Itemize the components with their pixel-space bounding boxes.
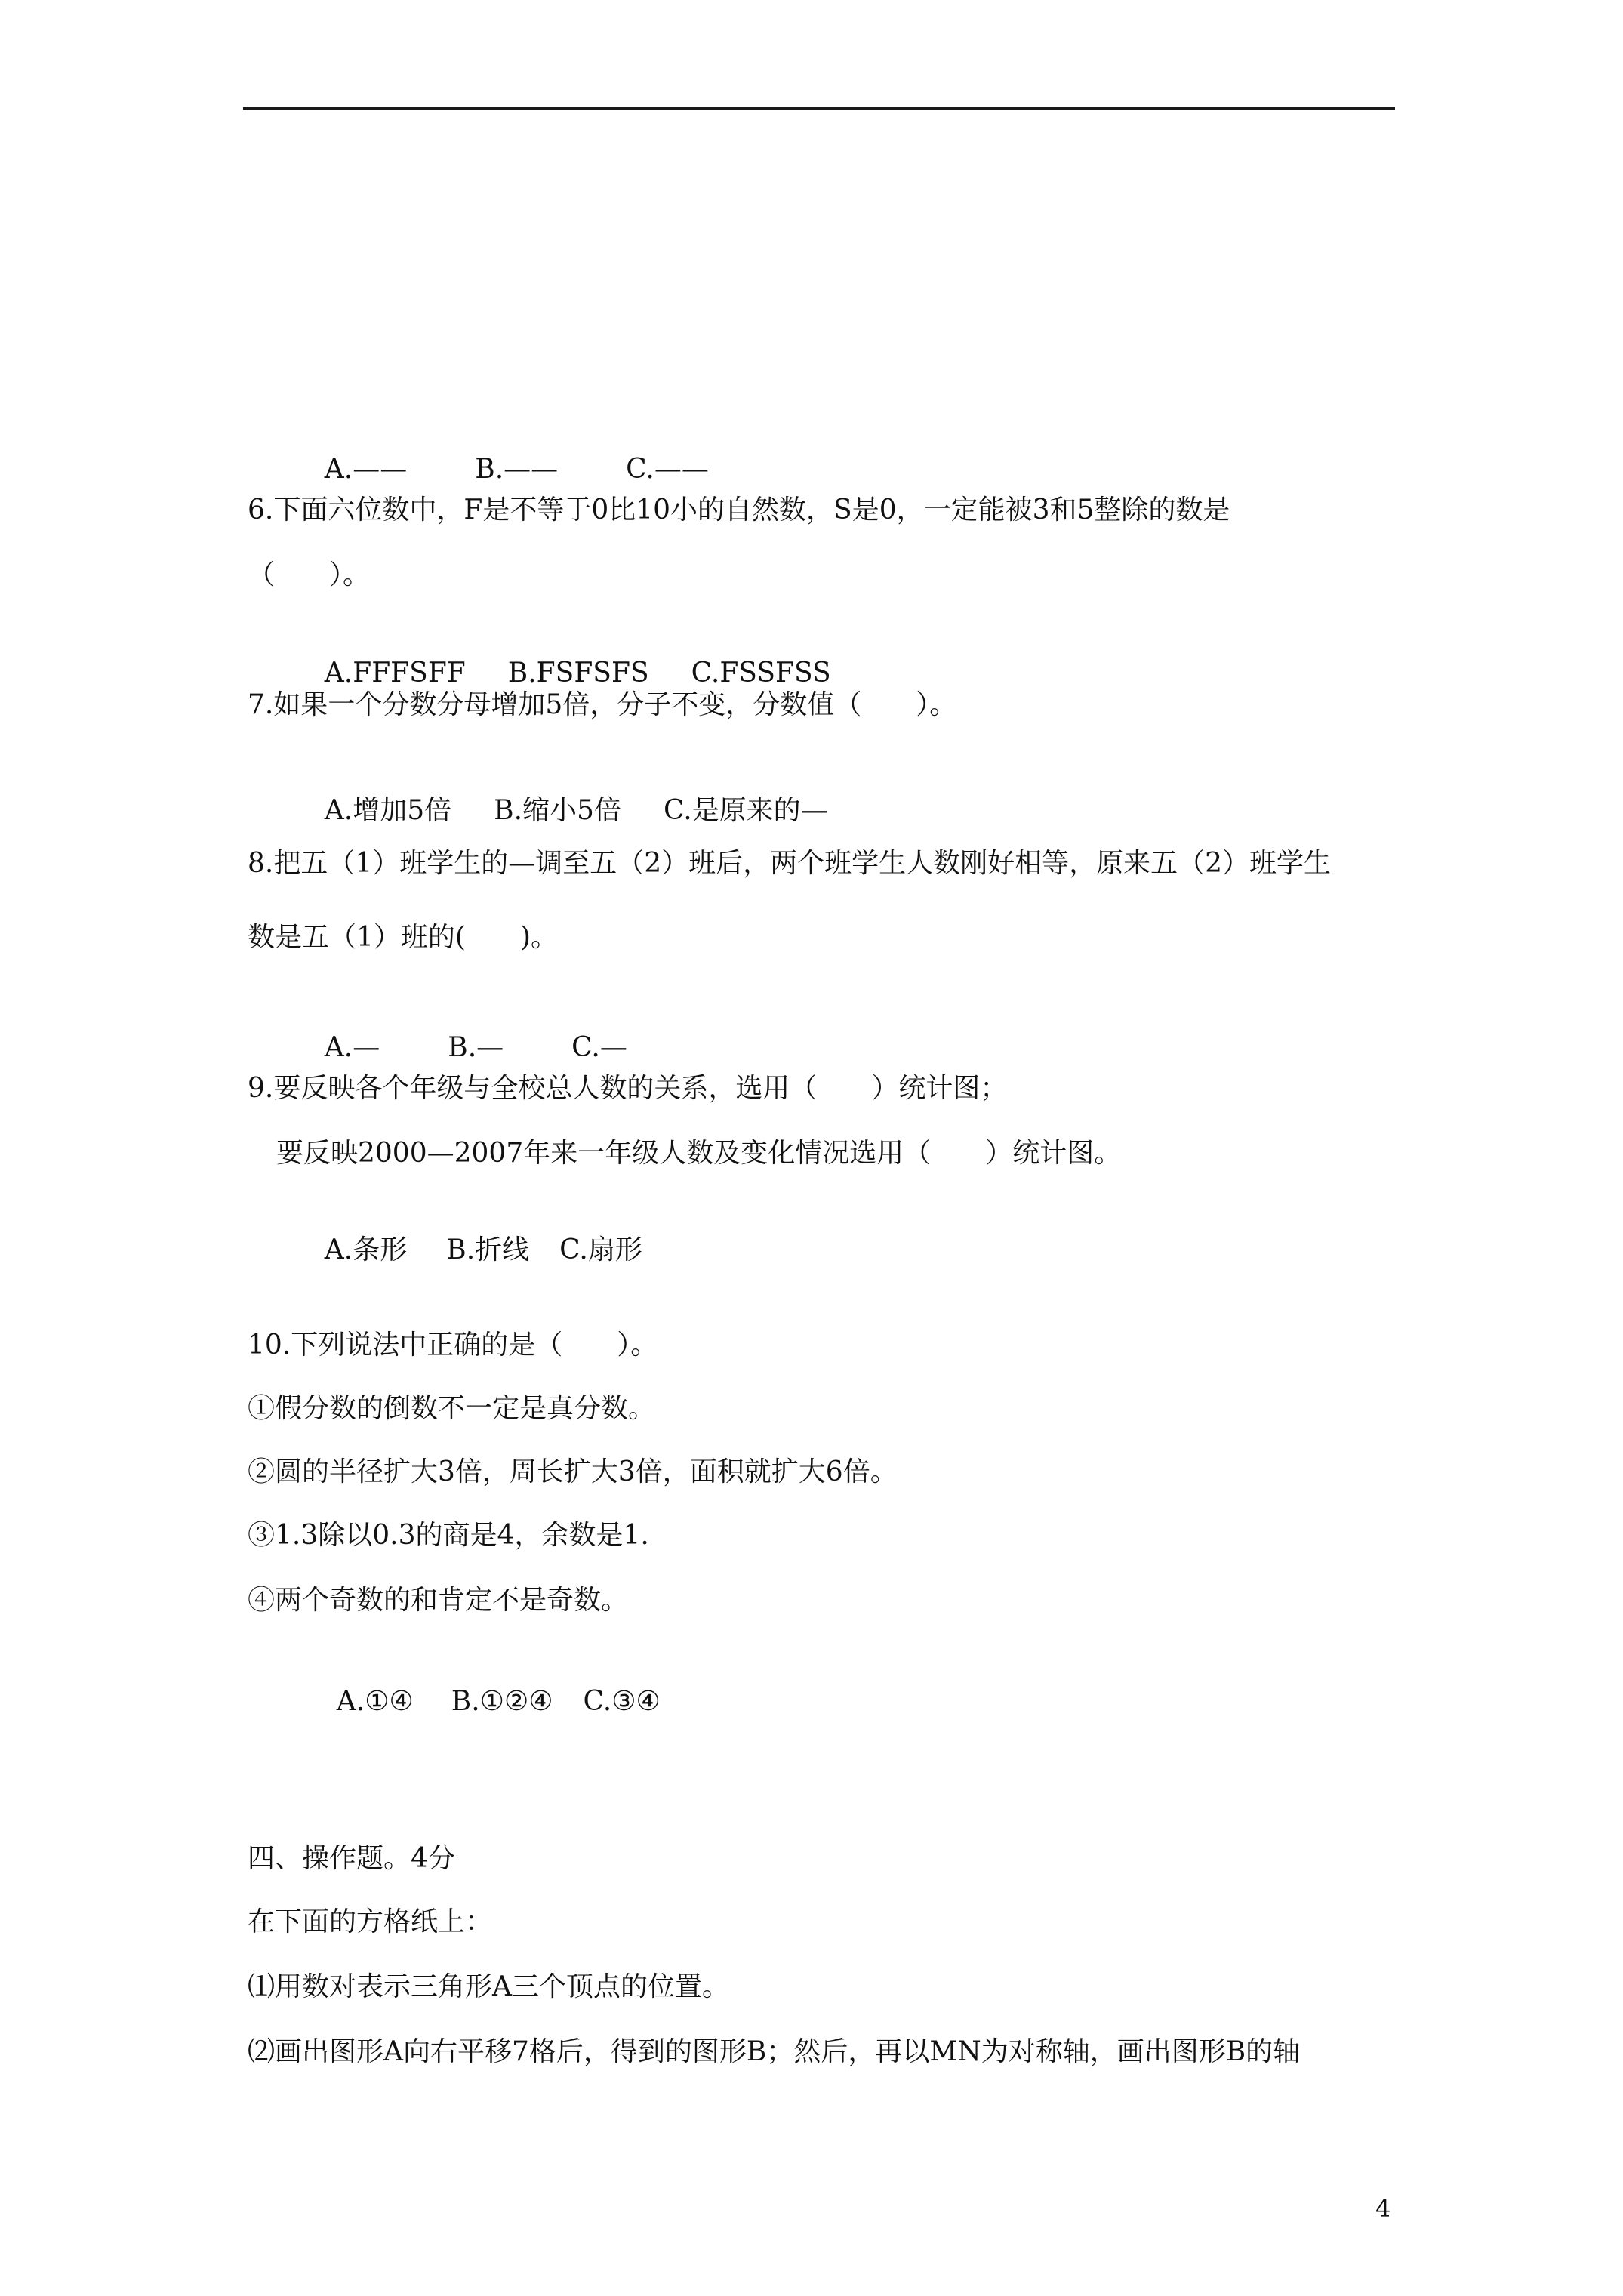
q10-statement-2: ②圆的半径扩大3倍，周长扩大3倍，面积就扩大6倍。 <box>248 1456 898 1487</box>
q8-option-b: B.— <box>448 1032 504 1063</box>
q8-option-a: A.— <box>324 1032 380 1063</box>
q10-stem: 10.下列说法中正确的是（ ）。 <box>248 1330 658 1361</box>
q10-option-c: C.③④ <box>583 1686 661 1717</box>
q8-stem-line2: 数是五（1）班的( )。 <box>248 922 558 953</box>
q6-stem-line1: 6.下面六位数中，F是不等于0比10小的自然数，S是0，一定能被3和5整除的数是 <box>248 495 1230 525</box>
q8-option-c: C.— <box>571 1032 627 1063</box>
header-rule <box>243 107 1395 110</box>
q10-statement-1: ①假分数的倒数不一定是真分数。 <box>248 1393 656 1424</box>
q9-stem-line2: 要反映2000—2007年来一年级人数及变化情况选用（ ）统计图。 <box>276 1138 1122 1169</box>
q9-option-c: C.扇形 <box>559 1234 642 1265</box>
q10-statement-4: ④两个奇数的和肯定不是奇数。 <box>248 1585 629 1616</box>
section4-intro: 在下面的方格纸上： <box>248 1906 493 1937</box>
q10-option-a: A.①④ <box>336 1686 414 1717</box>
q7-option-c: C.是原来的— <box>663 795 828 826</box>
q7-stem: 7.如果一个分数分母增加5倍，分子不变，分数值（ ）。 <box>248 689 957 720</box>
section4-item-1: ⑴用数对表示三角形A三个顶点的位置。 <box>248 1971 729 2002</box>
page-number: 4 <box>1375 2194 1391 2223</box>
q7-option-a: A.增加5倍 <box>324 795 452 826</box>
q5-option-b: B.—— <box>475 454 559 485</box>
q8-stem-line1: 8.把五（1）班学生的—调至五（2）班后，两个班学生人数刚好相等，原来五（2）班学生 <box>248 848 1332 879</box>
q9-option-a: A.条形 <box>324 1234 408 1265</box>
q9-options <box>290 1200 710 1300</box>
q6-option-c: C.FSSFSS <box>691 658 831 689</box>
q5-option-c: C.—— <box>626 454 709 485</box>
q6-option-a: A.FFFSFF <box>324 658 466 689</box>
q7-option-b: B.缩小5倍 <box>494 795 621 826</box>
q5-option-a: A.—— <box>324 454 408 485</box>
q7-options <box>290 761 870 861</box>
q10-statement-3: ③1.3除以0.3的商是4，余数是1. <box>248 1520 649 1551</box>
q10-option-b: B.①②④ <box>451 1686 553 1717</box>
q9-stem-line1: 9.要反映各个年级与全校总人数的关系，选用（ ）统计图； <box>248 1073 1008 1104</box>
q6-option-b: B.FSFSFS <box>507 658 649 689</box>
section4-heading: 四、操作题。4分 <box>248 1843 455 1874</box>
q9-option-b: B.折线 <box>446 1234 530 1265</box>
section4-item-2: ⑵画出图形A向右平移7格后，得到的图形B；然后，再以MN为对称轴，画出图形B的轴 <box>248 2036 1301 2067</box>
q6-stem-line2: （ ）。 <box>248 559 371 590</box>
q10-options <box>302 1652 728 1752</box>
